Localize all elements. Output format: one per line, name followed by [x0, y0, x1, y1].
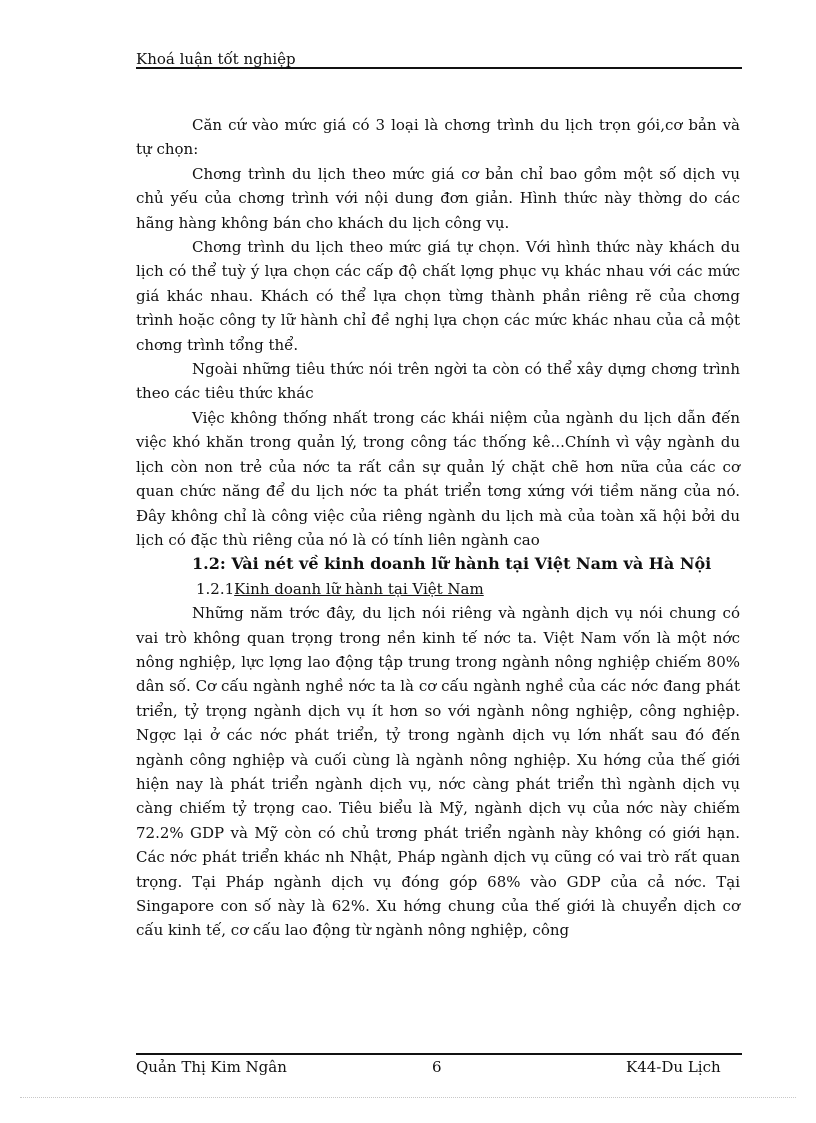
footer-class: K44-Du Lịch: [626, 1058, 721, 1076]
subsection-heading: [136, 577, 740, 601]
subsection-number: 1.2.1: [196, 579, 235, 598]
paragraph-6: Những năm trớc đây, du lịch nói riêng và ngành dịch vụ nói chung có vai trò không quan trọng trong nền kinh tế nớc ta. Việt Nam vốn là một nớc nông nghiệp, lực lợng lao động tập trung trong ngành nông nghiệp chiếm 80% dân số. Cơ cấu ngành nghề nớc ta là cơ cấu ngành nghề của các nớc đang phát triển, tỷ trọng ngành dịch vụ ít hơn so với ngành nông nghiệp, công nghiệp. Ngợc lại ở các nớc phát triển, tỷ trong ngành dịch vụ lớn nhất sau đó đến ngành công nghiệp và cuối cùng là ngành nông nghiệp. Xu hớng của thế giới hiện nay là phát triển ngành dịch vụ, nớc càng phát triển thì ngành dịch vụ càng chiếm tỷ trọng cao. Tiêu biểu là Mỹ, ngành dịch vụ của nớc này chiếm 72.2% GDP và Mỹ còn có chủ trơng phát triển ngành này không có giới hạn. Các nớc phát triển khác nh Nhật, Pháp ngành dịch vụ cũng có vai trò rất quan trọng. Tại Pháp ngành dịch vụ đóng góp 68% vào GDP của cả nớc. Tại Singapore con số này là 62%. Xu hớng chung của thế giới là chuyển dịch cơ cấu kinh tế, cơ cấu lao động từ ngành nông nghiệp, công: [136, 604, 740, 940]
page-number: 6: [432, 1058, 442, 1076]
paragraph-3: Chơng trình du lịch theo mức giá tự chọn. Với hình thức này khách du lịch có thể tuỳ ý lựa chọn các cấp độ chất lợng phục vụ khác nhau với các mức giá khác nhau. Khách có thể lựa chọn từng thành phần riêng rẽ của chơng trình hoặc công ty lữ hành chỉ đề nghị lựa chọn các mức khác nhau của cả một chơng trình tổng thể.: [136, 238, 740, 354]
page-bottom-dotted-line: [20, 1097, 796, 1098]
header-rule: [136, 67, 742, 69]
paragraph-4: Ngoài những tiêu thức nói trên ngời ta còn có thể xây dựng chơng trình theo các tiêu thức khác: [136, 360, 740, 403]
running-header: Khoá luận tốt nghiệp: [136, 50, 296, 68]
footer-rule: [136, 1053, 742, 1055]
paragraph-5: Việc không thống nhất trong các khái niệm của ngành du lịch dẫn đến việc khó khăn trong quản lý, trong công tác thống kê...Chính vì vậy ngành du lịch còn non trẻ của nớc ta rất cần sự quản lý chặt chẽ hơn nữa của các cơ quan chức năng để du lịch nớc ta phát triển tơng xứng với tiềm năng của nó. Đây không chỉ là công việc của riêng ngành du lịch mà của toàn xã hội bởi du lịch có đặc thù riêng của nó là có tính liên ngành cao: [136, 408, 740, 549]
document-body: [136, 113, 740, 943]
paragraph-1: Căn cứ vào mức giá có 3 loại là chơng trình du lịch trọn gói,cơ bản và tự chọn:: [136, 116, 740, 159]
footer-author: Quản Thị Kim Ngân: [136, 1058, 287, 1076]
paragraph-2: Chơng trình du lịch theo mức giá cơ bản chỉ bao gồm một số dịch vụ chủ yếu của chơng trình với nội dung đơn giản. Hình thức này thờng do các hãng hàng không bán cho khách du lịch công vụ.: [136, 164, 740, 232]
subsection-title: Kinh doanh lữ hành tại Việt Nam: [234, 579, 484, 598]
section-heading: 1.2: Vài nét về kinh doanh lữ hành tại Việt Nam và Hà Nội: [192, 554, 712, 574]
